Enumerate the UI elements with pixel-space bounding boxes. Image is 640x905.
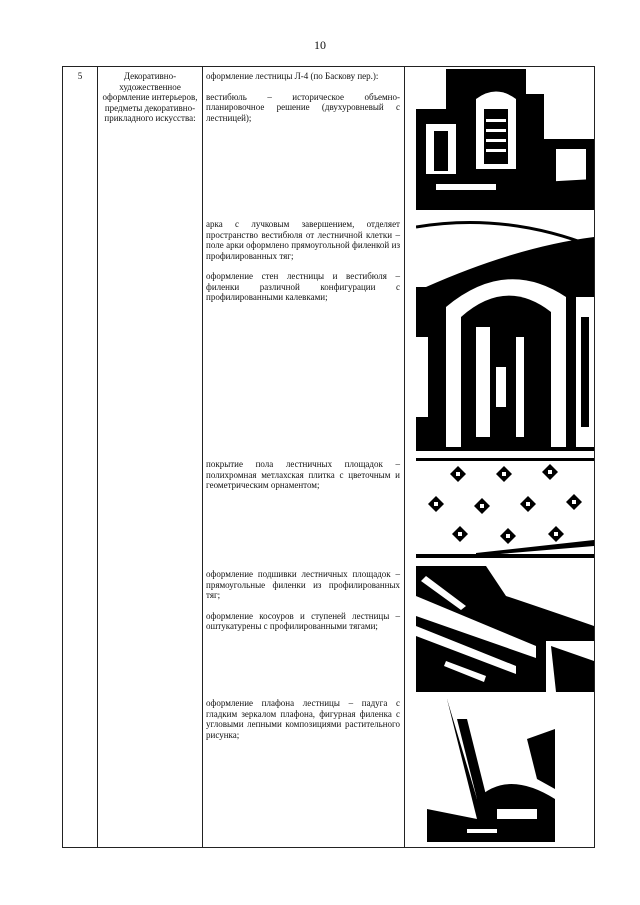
staircase-vestibule-photo (416, 69, 594, 210)
item-paragraph: оформление подшивки лестничных площадок – прямоугольные филенки из профилированных тяг; (206, 569, 400, 600)
arch-walls-photo (416, 217, 594, 451)
page-number: 10 (314, 38, 326, 52)
row-number: 5 (77, 71, 83, 81)
item-paragraph: арка с лучковым завершением, отделяет пространство вестибюля от лестничной клетки – поле арки оформлено прямоугольной филенкой из профилированных тяг; (206, 219, 400, 261)
item-paragraph: вестибюль – историческое объемно-планировочное решение (двухуровневый с лестницей); (206, 91, 400, 123)
row-category-name: Декоративно-художественное оформление интерьеров, предметы декоративно-прикладного искусства: (102, 71, 198, 123)
item-description (206, 219, 400, 313)
item-description (206, 698, 400, 750)
item-paragraph: покрытие пола лестничных площадок – полихромная метлахская плитка с цветочным и геометрическим орнаментом; (206, 459, 400, 490)
item-paragraph: оформление плафона лестницы – падуга с гладким зеркалом плафона, фигурная филенка с угловыми лепными композициями растительного рисунка; (206, 698, 400, 740)
ceiling-plafond-photo (427, 699, 555, 842)
item-paragraph: оформление косоуров и ступеней лестницы – оштукатурены с профилированными тягами; (206, 610, 400, 631)
column-divider (97, 67, 98, 847)
item-description (206, 459, 400, 501)
landing-soffit-photo (416, 566, 594, 692)
item-description (206, 569, 400, 642)
monument-table (62, 66, 595, 848)
column-divider (404, 67, 405, 847)
column-divider (202, 67, 203, 847)
item-paragraph: оформление лестницы Л-4 (по Баскову пер.): (206, 71, 379, 81)
item-paragraph: оформление стен лестницы и вестибюля – филенки различной конфигурации с профилированными калевками; (206, 271, 400, 302)
floor-tile-photo (416, 458, 594, 558)
item-description (206, 71, 400, 133)
